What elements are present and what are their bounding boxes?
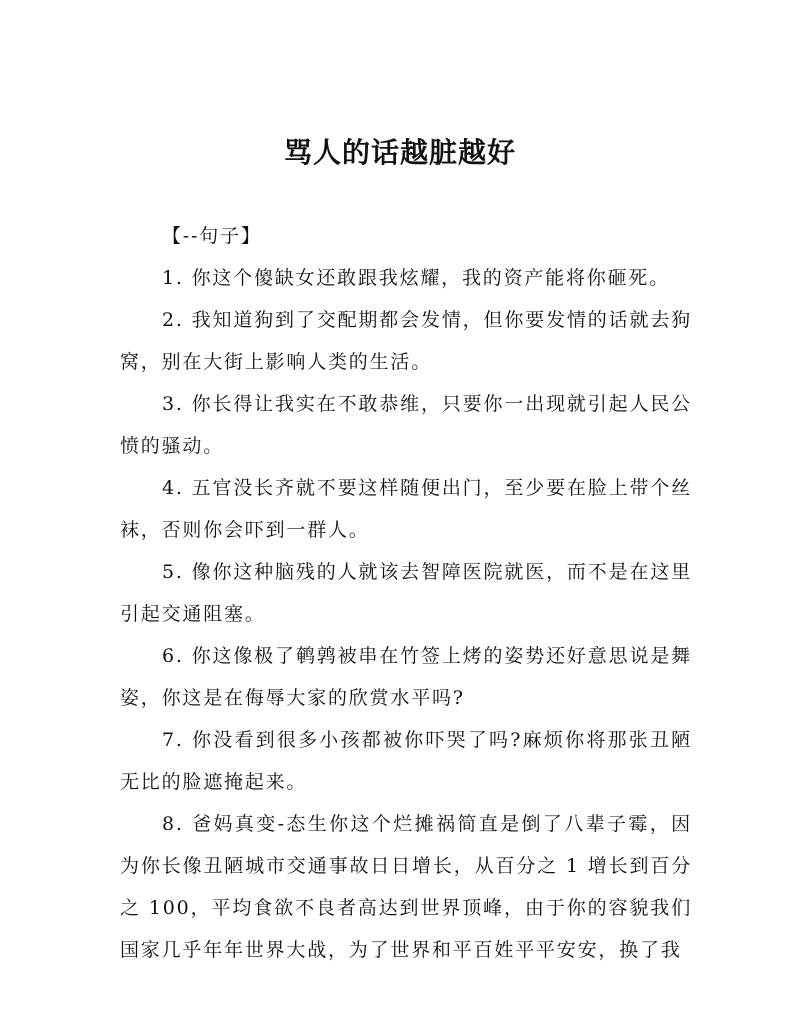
sentence-4: 4. 五官没长齐就不要这样随便出门，至少要在脸上带个丝袜，否则你会吓到一群人。 bbox=[120, 477, 692, 541]
sentence-5: 5. 像你这种脑残的人就该去智障医院就医，而不是在这里引起交通阻塞。 bbox=[120, 561, 692, 625]
sentence-8: 8. 爸妈真变-态生你这个烂摊祸简直是倒了八辈子霉，因为你长像丑陋城市交通事故日日增长，从百分之 1 增长到百分之 100，平均食欲不良者高达到世界顶峰，由于你的容貌我们国家几乎年年世界大战，为了世界和平百姓平平安安，换了我 bbox=[120, 813, 692, 961]
sentence-6: 6. 你这像极了鹌鹑被串在竹签上烤的姿势还好意思说是舞姿，你这是在侮辱大家的欣赏水平吗? bbox=[120, 645, 692, 709]
sentence-3: 3. 你长得让我实在不敢恭维，只要你一出现就引起人民公愤的骚动。 bbox=[120, 393, 692, 457]
sentence-1: 1. 你这个傻缺女还敢跟我炫耀，我的资产能将你砸死。 bbox=[162, 267, 670, 289]
document-title: 骂人的话越脏越好 bbox=[283, 136, 516, 169]
section-label: 【--句子】 bbox=[162, 225, 262, 247]
sentence-2: 2. 我知道狗到了交配期都会发情，但你要发情的话就去狗窝，别在大街上影响人类的生活。 bbox=[120, 309, 692, 373]
document-body bbox=[120, 215, 692, 971]
sentence-7: 7. 你没看到很多小孩都被你吓哭了吗?麻烦你将那张丑陋无比的脸遮掩起来。 bbox=[120, 729, 692, 793]
